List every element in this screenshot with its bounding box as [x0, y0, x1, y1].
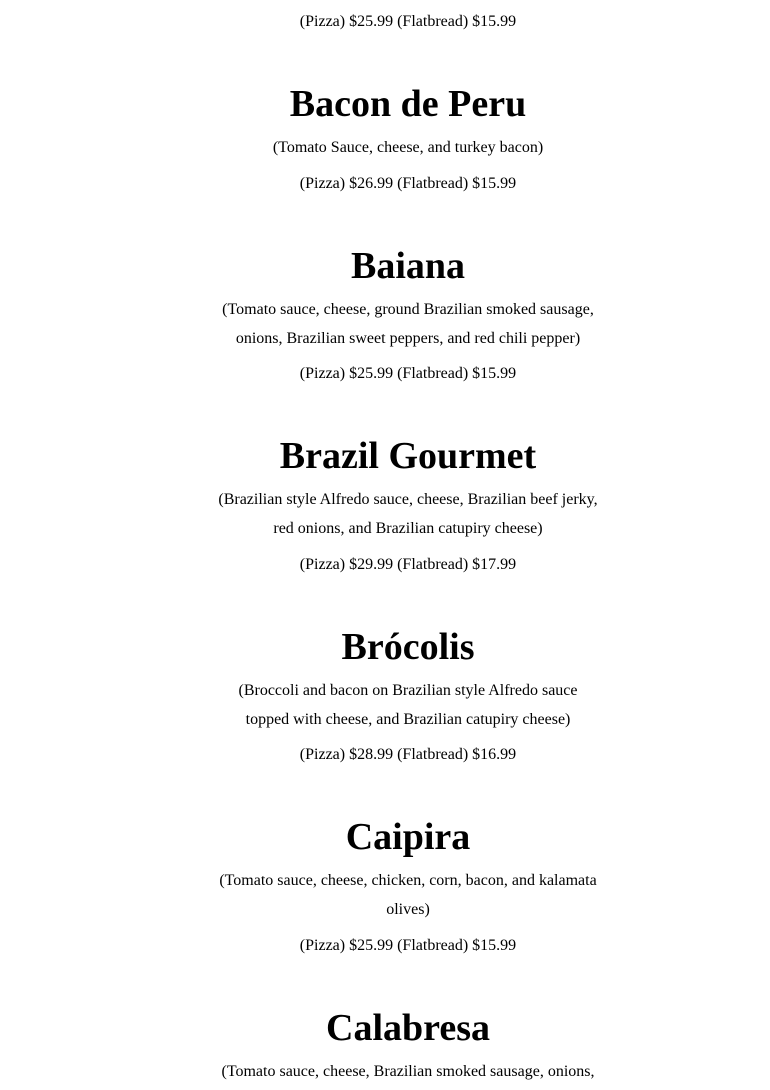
- menu-item-title: Calabresa: [326, 1007, 490, 1049]
- description-line: (Tomato Sauce, cheese, and turkey bacon): [272, 139, 544, 156]
- menu-item-description: [0, 1057, 770, 1086]
- menu-item-description: [0, 866, 770, 924]
- description-line: (Tomato sauce, cheese, chicken, corn, bacon, and kalamata: [219, 872, 597, 889]
- menu-item-description: [0, 133, 770, 162]
- menu-item-description: [0, 676, 770, 734]
- description-line: (Tomato sauce, cheese, ground Brazilian smoked sausage,: [222, 301, 594, 318]
- menu-item-price: (Pizza) $25.99 (Flatbread) $15.99: [299, 365, 517, 382]
- description-line: (Brazilian style Alfredo sauce, cheese, Brazilian beef jerky,: [218, 491, 598, 508]
- menu-item-price: (Pizza) $25.99 (Flatbread) $15.99: [299, 13, 517, 30]
- description-line: (Tomato sauce, cheese, Brazilian smoked sausage, onions,: [221, 1063, 595, 1080]
- menu-item-title: Brócolis: [341, 626, 475, 668]
- menu-item-title: Bacon de Peru: [289, 83, 527, 125]
- description-line: red onions, and Brazilian catupiry cheese): [273, 520, 543, 537]
- description-line: onions, Brazilian sweet peppers, and red chili pepper): [235, 330, 581, 347]
- menu-item-price: (Pizza) $25.99 (Flatbread) $15.99: [299, 937, 517, 954]
- menu-item-description: [0, 485, 770, 543]
- menu-item-price: (Pizza) $29.99 (Flatbread) $17.99: [299, 556, 517, 573]
- menu-item-title: Baiana: [350, 245, 466, 287]
- menu-item-title: Brazil Gourmet: [279, 435, 537, 477]
- menu-item-description: [0, 295, 770, 353]
- menu-item-title: Caipira: [345, 816, 471, 858]
- description-line: olives): [386, 901, 430, 918]
- menu-item-price: (Pizza) $28.99 (Flatbread) $16.99: [299, 746, 517, 763]
- description-line: (Broccoli and bacon on Brazilian style Alfredo sauce: [238, 682, 578, 699]
- description-line: topped with cheese, and Brazilian catupiry cheese): [245, 711, 571, 728]
- menu-item-price: (Pizza) $26.99 (Flatbread) $15.99: [299, 175, 517, 192]
